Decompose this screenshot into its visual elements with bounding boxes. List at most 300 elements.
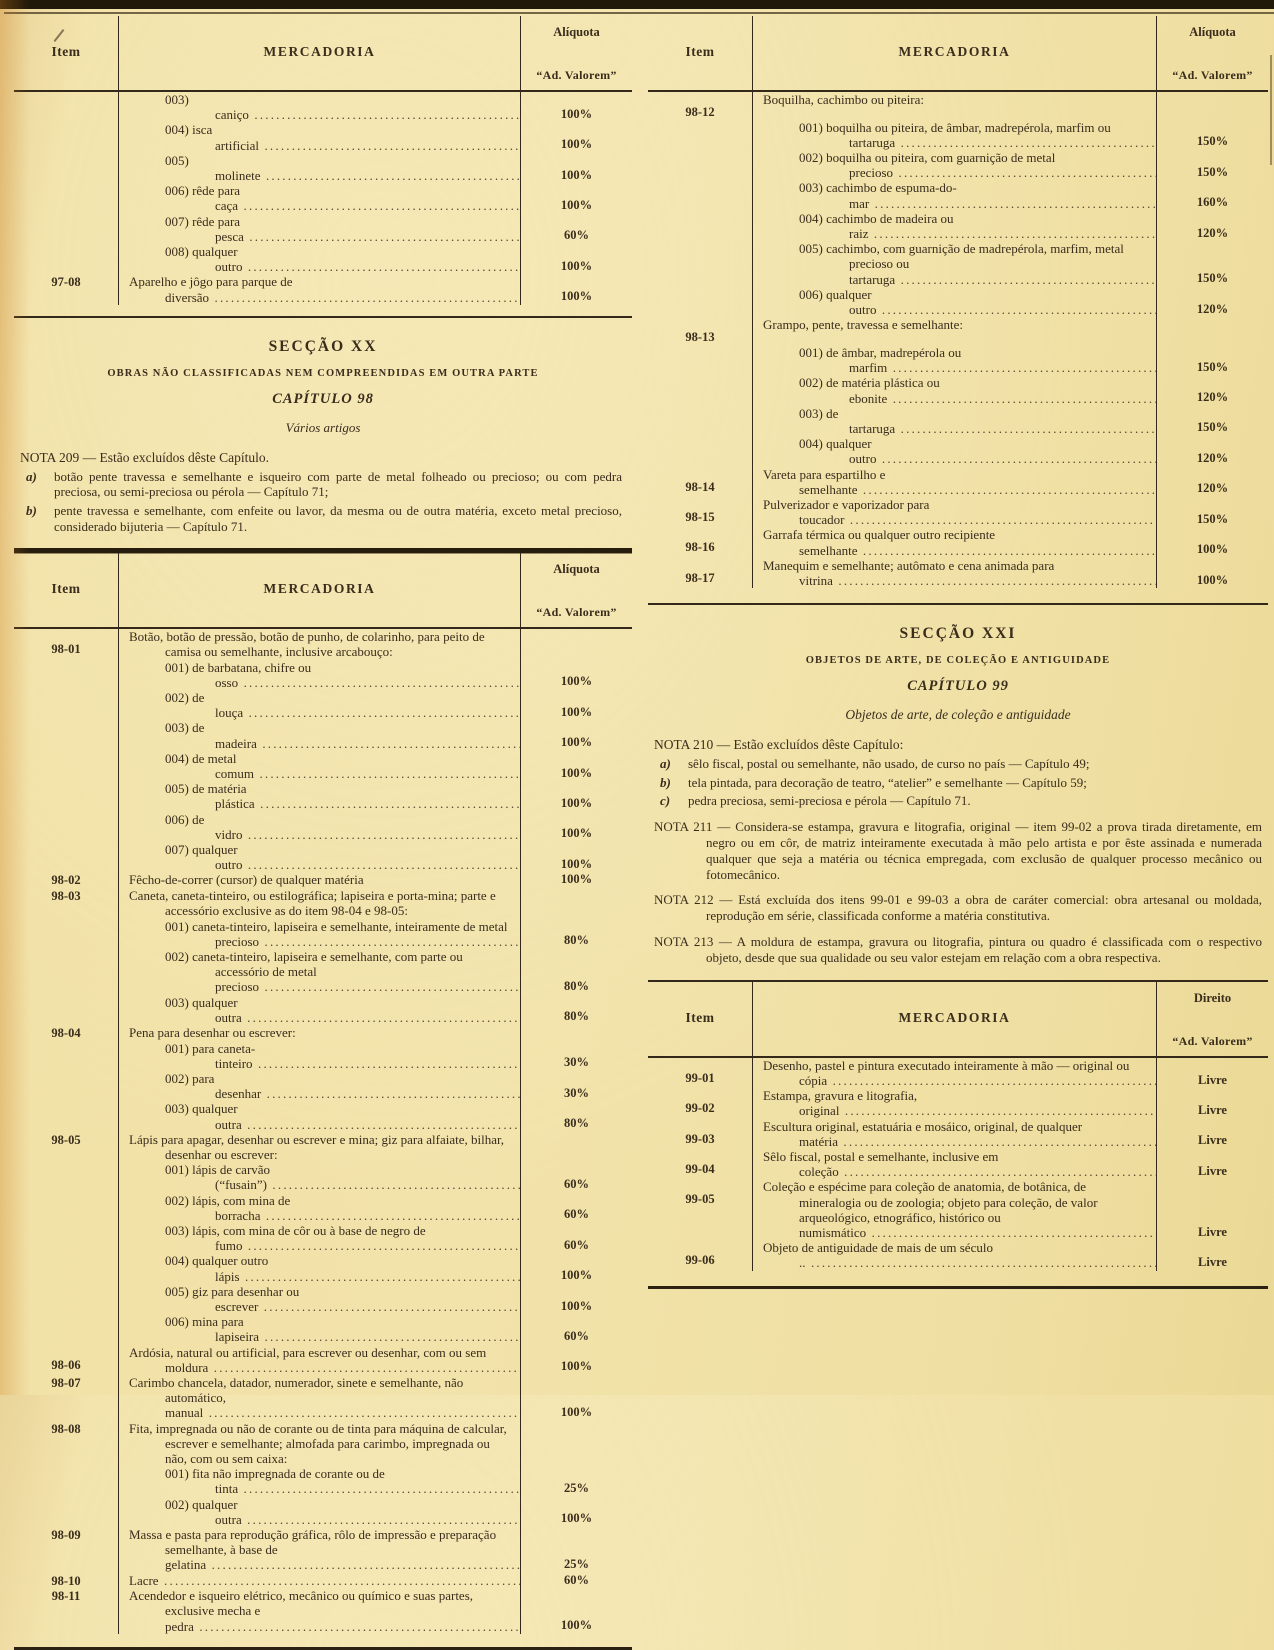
item-code-cell: 99-05: [685, 1192, 715, 1207]
item-code-cell: [14, 1193, 118, 1223]
note-paragraph: NOTA 212 — Está excluída dos itens 99-01 e 99-03 a obra de caráter comercial: obra artesanal ou moldada, reprodução em série, classificada conforme a matéria constitutiva.: [654, 892, 1262, 924]
table-row: [14, 720, 632, 750]
table-row: [648, 120, 1268, 150]
tariff-table-98-cont: [648, 16, 1268, 593]
mercadoria-cell: [118, 1253, 520, 1283]
aliquota-cell: 100%: [520, 183, 632, 213]
aliquota-cell: 150%: [1156, 345, 1268, 375]
mercadoria-text: 006) qualquer outro .....: [799, 287, 1156, 317]
header-aliquota-line1: Alíquota: [1189, 25, 1236, 39]
aliquota-cell: 100%: [520, 1588, 632, 1634]
mercadoria-text: 002) caneta-tinteiro, lapiseira e semelhante, com parte ou accessório de metal precioso .....: [165, 949, 520, 994]
table-row: [14, 1223, 632, 1253]
item-code-cell: 98-11: [51, 1589, 81, 1604]
note-item: [654, 756, 1262, 772]
mercadoria-text: 005) giz para desenhar ou escrever .....: [165, 1284, 520, 1314]
mercadoria-text: 001) boquilha ou piteira, de âmbar, madrepérola, marfim ou tartaruga .....: [799, 120, 1156, 150]
table-row: [14, 1101, 632, 1131]
aliquota-cell: 100%: [520, 122, 632, 152]
section-xxi: [648, 605, 1268, 980]
item-code-cell: 98-03: [51, 889, 81, 904]
aliquota-cell: 100%: [520, 812, 632, 842]
item-code-cell: [14, 153, 118, 183]
table-row: [14, 781, 632, 811]
mercadoria-text: 001) fita não impregnada de corante ou de tinta .....: [165, 1466, 520, 1496]
section-xx: [14, 318, 632, 548]
table-row: [14, 660, 632, 690]
table-row: [14, 1025, 632, 1041]
mercadoria-cell: [118, 274, 520, 304]
table-row: [648, 497, 1268, 527]
header-aliquota-line1: Alíquota: [553, 562, 600, 577]
mercadoria-cell: [118, 1375, 520, 1421]
mercadoria-cell: [118, 183, 520, 213]
mercadoria-text: Estampa, gravura e litografia, original .....: [763, 1088, 1156, 1118]
item-code-cell: [14, 781, 118, 811]
chapter-subtitle: Vários artigos: [285, 419, 361, 435]
section-subtitle: OBRAS NÃO CLASSIFICADAS NEM COMPREENDIDAS EM OUTRA PARTE: [107, 367, 539, 379]
item-code-cell: [648, 180, 752, 210]
item-code-cell: 99-01: [685, 1070, 715, 1085]
note-item-text: botão pente travessa e semelhante e isqueiro com parte de metal folheado ou precioso; ou com pedra preciosa, ou semi-preciosa ou pérola — Capítulo 71;: [54, 468, 622, 500]
mercadoria-text: Boquilha, cachimbo ou piteira:: [763, 92, 925, 107]
item-code-cell: [14, 919, 118, 949]
table-row: [648, 211, 1268, 241]
item-code-cell: 98-08: [51, 1421, 81, 1436]
mercadoria-text: Objeto de antiguidade de mais de um século .. .....: [763, 1240, 1156, 1270]
aliquota-cell: 60%: [520, 1314, 632, 1344]
note-paragraph: NOTA 213 — A moldura de estampa, gravura ou litografia, pintura ou quadro é classificada com o respectivo objeto, desde que sua qualidade ou seu valor estejam em relação com a obra respectiva.: [654, 934, 1262, 965]
mercadoria-cell: [118, 1223, 520, 1253]
mercadoria-cell: [118, 949, 520, 995]
aliquota-cell: 120%: [1156, 375, 1268, 405]
mercadoria-cell: [752, 120, 1156, 150]
mercadoria-cell: [118, 1314, 520, 1344]
direito-cell: Livre: [1156, 1119, 1268, 1149]
item-code-cell: 98-13: [685, 330, 715, 345]
note-item-text: pente travessa e semelhante, com enfeite ou lavor, da mesma ou de outra matéria, exceto metal precioso, considerado bijuteria — Capítulo 71.: [54, 503, 622, 534]
mercadoria-cell: [752, 467, 1156, 497]
note-item-letter: c): [660, 793, 671, 809]
note-item-letter: a): [26, 468, 37, 484]
item-code-cell: [648, 120, 752, 150]
item-code-cell: 99-04: [685, 1162, 715, 1177]
mercadoria-cell: [118, 842, 520, 872]
table-row: [14, 1527, 632, 1573]
table-row: [14, 842, 632, 872]
table-row: [648, 375, 1268, 405]
item-code-cell: [14, 842, 118, 872]
note-heading: NOTA 209 — Estão excluídos dêste Capítulo.: [20, 449, 270, 465]
mercadoria-text: 005) de matéria plástica .....: [165, 781, 520, 811]
note-item-letter: b): [26, 503, 37, 519]
table-body: [648, 1058, 1268, 1276]
mercadoria-cell: [118, 781, 520, 811]
aliquota-cell: 120%: [1156, 436, 1268, 466]
mercadoria-text: Lápis para apagar, desenhar ou escrever e mina; giz para alfaiate, bilhar, desenhar ou escrever:: [129, 1131, 505, 1162]
item-code-cell: [648, 211, 752, 241]
table-row: [14, 1314, 632, 1344]
mercadoria-text: Lacre .....: [129, 1573, 520, 1588]
item-code-cell: 98-10: [51, 1573, 81, 1588]
item-code-cell: [14, 660, 118, 690]
header-item: Item: [51, 581, 81, 597]
item-code-cell: [14, 1466, 118, 1496]
item-code-cell: [14, 1041, 118, 1071]
table-row: [648, 345, 1268, 375]
header-aliquota-line2: “Ad. Valorem”: [1172, 68, 1253, 82]
direito-cell: Livre: [1156, 1088, 1268, 1118]
aliquota-cell: 60%: [520, 1193, 632, 1223]
section-subtitle: OBJETOS DE ARTE, DE COLEÇÃO E ANTIGUIDADE: [805, 655, 1111, 667]
aliquota-cell: 150%: [1156, 120, 1268, 150]
table-row: [14, 1253, 632, 1283]
mercadoria-cell: [118, 1284, 520, 1314]
header-direito-line2: “Ad. Valorem”: [1172, 1033, 1253, 1048]
mercadoria-cell: [118, 1193, 520, 1223]
note-paragraph: NOTA 211 — Considera-se estampa, gravura e litografia, original — item 99-02 a prova tirada diretamente, em negro ou em côr, de matriz inteiramente executada à mão pelo artista e por êste assinada e numerada qualquer que seja a matéria ou técnica empregada, com exclusão de qualquer processo mecânico ou fotomecânico.: [654, 818, 1262, 882]
item-code-cell: [14, 1101, 118, 1131]
aliquota-cell: 100%: [520, 1497, 632, 1527]
mercadoria-cell: [752, 211, 1156, 241]
note-item-text: sêlo fiscal, postal ou semelhante, não usado, de curso no país — Capítulo 49;: [688, 756, 1090, 772]
chapter-subtitle: Objetos de arte, de coleção e antiguidade: [845, 707, 1071, 723]
table-row: [648, 527, 1268, 557]
mercadoria-text: 002) de matéria plástica ou ebonite .....: [799, 375, 1156, 405]
mercadoria-text: 002) de louça .....: [165, 690, 520, 720]
item-code-cell: 98-02: [51, 873, 81, 888]
item-code-cell: [14, 1314, 118, 1344]
mercadoria-cell: [752, 150, 1156, 180]
mercadoria-text: Fita, impregnada ou não de corante ou de tinta para máquina de calcular, escrever e semelhante; almofada para carimbo, impregnada ou não, com ou sem caixa:: [129, 1420, 507, 1467]
table-row: [14, 1132, 632, 1162]
mercadoria-cell: [752, 287, 1156, 317]
header-aliquota-line2: “Ad. Valorem”: [536, 605, 617, 620]
mercadoria-text: Fêcho-de-correr (cursor) de qualquer matéria: [129, 872, 364, 888]
mercadoria-cell: [118, 1421, 520, 1467]
mercadoria-cell: [118, 92, 520, 122]
table-row: [14, 1162, 632, 1192]
mercadoria-text: Caneta, caneta-tinteiro, ou estilográfica; lapiseira e porta-mina; parte e accessório exclusive as do item 98-04 e 98-05:: [129, 888, 496, 919]
mercadoria-text: Pulverizador e vaporizador para toucador .....: [763, 497, 1156, 527]
table-row: [14, 214, 632, 244]
mercadoria-cell: [118, 995, 520, 1025]
item-code-cell: [14, 214, 118, 244]
aliquota-cell: 100%: [520, 751, 632, 781]
mercadoria-cell: [752, 558, 1156, 588]
tariff-table-99: [648, 982, 1268, 1276]
tariff-table-98: [14, 553, 632, 1639]
item-code-cell: [14, 244, 118, 274]
item-code-cell: [14, 1223, 118, 1253]
table-row: [648, 1119, 1268, 1149]
mercadoria-text: 004) qualquer outro lápis .....: [165, 1253, 520, 1283]
aliquota-cell: [520, 1421, 632, 1467]
note-item: [654, 793, 1262, 809]
mercadoria-cell: [752, 497, 1156, 527]
mercadoria-text: 006) rêde para caça .....: [165, 183, 520, 213]
mercadoria-cell: [118, 751, 520, 781]
aliquota-cell: 80%: [520, 919, 632, 949]
table-header: [14, 553, 632, 629]
note-item: [654, 775, 1262, 791]
mercadoria-text: 005) cachimbo, com guarnição de madrepérola, marfim, metal precioso ou tartaruga .....: [799, 241, 1156, 286]
mercadoria-text: 006) mina para lapiseira .....: [165, 1314, 520, 1344]
item-code-cell: [648, 150, 752, 180]
mercadoria-text: 004) cachimbo de madeira ou raiz .....: [799, 211, 1156, 241]
table-row: [14, 183, 632, 213]
page-top-scan-bar: [0, 0, 1274, 9]
mercadoria-text: Manequim e semelhante; autômato e cena animada para vitrina .....: [763, 558, 1156, 588]
mercadoria-cell: [118, 919, 520, 949]
mercadoria-text: 007) rêde para pesca .....: [165, 214, 520, 244]
item-code-cell: [14, 812, 118, 842]
aliquota-cell: [520, 1025, 632, 1041]
mercadoria-text: Carimbo chancela, datador, numerador, sinete e semelhante, não automático, manual .....: [129, 1375, 520, 1420]
aliquota-cell: 100%: [520, 1253, 632, 1283]
aliquota-cell: 100%: [520, 1284, 632, 1314]
mercadoria-text: 001) de barbatana, chifre ou osso .....: [165, 660, 520, 690]
item-code-cell: [648, 406, 752, 436]
table-row: [648, 1149, 1268, 1179]
mercadoria-text: Acendedor e isqueiro elétrico, mecânico ou químico e suas partes, exclusive mecha e pedra .....: [129, 1588, 520, 1633]
table-row: [14, 122, 632, 152]
mercadoria-cell: [118, 1527, 520, 1573]
aliquota-cell: [1156, 92, 1268, 120]
section-title: SECÇÃO XXI: [899, 625, 1017, 643]
table-row: [14, 153, 632, 183]
table-row: [648, 180, 1268, 210]
aliquota-cell: 80%: [520, 1101, 632, 1131]
mercadoria-text: Aparelho e jôgo para parque de diversão .....: [129, 274, 520, 304]
table-row: [14, 995, 632, 1025]
mercadoria-cell: [118, 244, 520, 274]
chapter-title: CAPÍTULO 99: [907, 678, 1009, 695]
item-code-cell: [14, 720, 118, 750]
table-body: [14, 92, 632, 310]
aliquota-cell: 100%: [1156, 527, 1268, 557]
mercadoria-cell: [118, 720, 520, 750]
mercadoria-text: 001) caneta-tinteiro, lapiseira e semelhante, inteiramente de metal precioso .....: [165, 919, 520, 949]
column-bottom-rule: [14, 1647, 632, 1650]
mercadoria-cell: [752, 241, 1156, 287]
aliquota-cell: 100%: [520, 781, 632, 811]
aliquota-cell: 100%: [1156, 558, 1268, 588]
table-row: [648, 1088, 1268, 1118]
item-code-cell: 99-03: [685, 1131, 715, 1146]
item-code-cell: [14, 995, 118, 1025]
mercadoria-cell: [752, 527, 1156, 557]
mercadoria-cell: [118, 1497, 520, 1527]
table-row: [14, 1466, 632, 1496]
item-code-cell: [648, 241, 752, 287]
mercadoria-cell: [118, 122, 520, 152]
left-column: [14, 16, 632, 1650]
aliquota-cell: [520, 629, 632, 659]
item-code-cell: 98-04: [51, 1025, 81, 1040]
mercadoria-text: Escultura original, estatuária e mosáico, original, de qualquer matéria .....: [763, 1119, 1156, 1149]
mercadoria-cell: [118, 1162, 520, 1192]
mercadoria-text: 004) qualquer outro .....: [799, 436, 1156, 466]
table-row: [14, 92, 632, 122]
mercadoria-text: Grampo, pente, travessa e semelhante:: [763, 317, 963, 333]
item-code-cell: [14, 1284, 118, 1314]
aliquota-cell: 120%: [1156, 287, 1268, 317]
item-code-cell: [14, 92, 118, 122]
aliquota-cell: 80%: [520, 949, 632, 995]
mercadoria-cell: [752, 180, 1156, 210]
table-row: [14, 244, 632, 274]
table-row: [648, 436, 1268, 466]
table-row: [648, 406, 1268, 436]
mercadoria-text: Garrafa térmica ou qualquer outro recipiente semelhante .....: [763, 527, 1156, 557]
note-item: [20, 469, 626, 500]
table-row: [14, 1588, 632, 1634]
item-code-cell: 98-05: [51, 1132, 81, 1147]
table-row: [648, 150, 1268, 180]
header-item: Item: [51, 44, 81, 59]
mercadoria-cell: [118, 1025, 520, 1041]
aliquota-cell: 60%: [520, 1573, 632, 1589]
mercadoria-cell: [118, 214, 520, 244]
page-right-edge-mark: [1270, 55, 1272, 165]
note-item-letter: a): [660, 756, 671, 772]
table-row: [648, 317, 1268, 345]
mercadoria-text: 001) lápis de carvão (“fusain”) .....: [165, 1162, 520, 1192]
direito-cell: Livre: [1156, 1149, 1268, 1179]
item-code-cell: [648, 375, 752, 405]
aliquota-cell: 30%: [520, 1041, 632, 1071]
mercadoria-text: 001) para caneta-tinteiro .....: [165, 1041, 520, 1071]
mercadoria-cell: [118, 153, 520, 183]
mercadoria-cell: [752, 345, 1156, 375]
mercadoria-text: 003) lápis, com mina de côr ou à base de negro de fumo .....: [165, 1223, 520, 1253]
aliquota-cell: 100%: [520, 92, 632, 122]
table-row: [14, 751, 632, 781]
table-row: [648, 467, 1268, 497]
aliquota-cell: 60%: [520, 214, 632, 244]
header-direito-line1: Direito: [1193, 990, 1232, 1005]
mercadoria-text: 004) isca artificial .....: [165, 122, 520, 152]
mercadoria-text: Massa e pasta para reprodução gráfica, rôlo de impressão e preparação semelhante, à base de gelatina .....: [129, 1527, 520, 1572]
aliquota-cell: 150%: [1156, 406, 1268, 436]
right-column: [648, 16, 1268, 1289]
column-bottom-rule: [648, 1286, 1268, 1289]
mercadoria-text: 006) de vidro .....: [165, 812, 520, 842]
table-row: [14, 629, 632, 659]
mercadoria-text: 002) boquilha ou piteira, com guarnição de metal precioso .....: [799, 150, 1156, 180]
item-code-cell: 98-17: [685, 570, 715, 585]
item-code-cell: 99-06: [685, 1253, 715, 1268]
header-mercadoria: MERCADORIA: [118, 16, 520, 90]
item-code-cell: 98-09: [51, 1528, 81, 1543]
item-code-cell: 98-16: [685, 540, 715, 555]
mercadoria-cell: [752, 1149, 1156, 1179]
aliquota-cell: 100%: [520, 660, 632, 690]
mercadoria-cell: [752, 92, 1156, 120]
item-code-cell: [648, 436, 752, 466]
section-title: SECÇÃO XX: [268, 337, 378, 355]
mercadoria-text: 007) qualquer outro .....: [165, 842, 520, 872]
header-item: Item: [685, 44, 715, 59]
mercadoria-text: 003) qualquer outra .....: [165, 995, 520, 1025]
table-row: [14, 1573, 632, 1589]
table-row: [14, 872, 632, 888]
aliquota-cell: 150%: [1156, 150, 1268, 180]
note-item-text: tela pintada, para decoração de teatro, “atelier” e semelhante — Capítulo 59;: [688, 774, 1087, 790]
mercadoria-text: 001) de âmbar, madrepérola ou marfim .....: [799, 345, 1156, 375]
item-code-cell: [648, 287, 752, 317]
mercadoria-cell: [118, 1588, 520, 1634]
mercadoria-cell: [118, 629, 520, 659]
mercadoria-text: 003) qualquer outra .....: [165, 1101, 520, 1131]
table-body: [648, 92, 1268, 593]
aliquota-cell: [520, 888, 632, 918]
table-row: [14, 888, 632, 918]
aliquota-cell: 120%: [1156, 467, 1268, 497]
table-row: [14, 690, 632, 720]
mercadoria-cell: [118, 690, 520, 720]
mercadoria-text: 002) qualquer outra .....: [165, 1497, 520, 1527]
item-code-cell: 98-06: [51, 1357, 81, 1372]
table-row: [14, 1421, 632, 1467]
item-code-cell: [14, 1253, 118, 1283]
aliquota-cell: [520, 1132, 632, 1162]
table-row: [14, 812, 632, 842]
mercadoria-cell: [118, 1345, 520, 1375]
item-code-cell: 98-07: [51, 1376, 81, 1391]
mercadoria-text: 004) de metal comum .....: [165, 751, 520, 781]
chapter-title: CAPÍTULO 98: [272, 390, 374, 407]
note-heading: NOTA 210 — Estão excluídos dêste Capítulo:: [654, 737, 904, 753]
mercadoria-cell: [118, 888, 520, 918]
item-code-cell: [14, 183, 118, 213]
item-code-cell: 98-15: [685, 509, 715, 524]
table-row: [648, 241, 1268, 287]
mercadoria-text: 008) qualquer outro .....: [165, 244, 520, 274]
mercadoria-cell: [118, 1573, 520, 1589]
table-row: [14, 1284, 632, 1314]
aliquota-cell: 60%: [520, 1223, 632, 1253]
mercadoria-cell: [118, 812, 520, 842]
mercadoria-text: 003) cachimbo de espuma-do-mar .....: [799, 180, 1156, 210]
mercadoria-text: Pena para desenhar ou escrever:: [129, 1024, 296, 1040]
table-header: [648, 982, 1268, 1058]
mercadoria-cell: [752, 1179, 1156, 1240]
mercadoria-text: 005) molinete .....: [165, 153, 520, 183]
table-row: [648, 1240, 1268, 1270]
aliquota-cell: 100%: [520, 1345, 632, 1375]
header-mercadoria: MERCADORIA: [752, 16, 1156, 90]
item-code-cell: 98-01: [51, 642, 81, 657]
mercadoria-text: 002) para desenhar .....: [165, 1071, 520, 1101]
aliquota-cell: 120%: [1156, 211, 1268, 241]
table-row: [14, 919, 632, 949]
mercadoria-cell: [752, 1058, 1156, 1088]
table-row: [14, 1193, 632, 1223]
header-direito: [1156, 982, 1268, 1056]
mercadoria-text: Coleção e espécime para coleção de anatomia, de botânica, de mineralogia ou de zoologia; objeto para coleção, de valor arqueológico, etnográfico, histórico ou numismático .....: [763, 1179, 1156, 1240]
mercadoria-cell: [752, 1088, 1156, 1118]
item-code-cell: [14, 1497, 118, 1527]
mercadoria-cell: [118, 660, 520, 690]
aliquota-cell: 25%: [520, 1527, 632, 1573]
page-top-rule: [4, 12, 1274, 14]
direito-cell: Livre: [1156, 1240, 1268, 1270]
header-mercadoria: MERCADORIA: [752, 982, 1156, 1056]
mercadoria-cell: [752, 317, 1156, 345]
header-item: Item: [685, 1009, 715, 1025]
